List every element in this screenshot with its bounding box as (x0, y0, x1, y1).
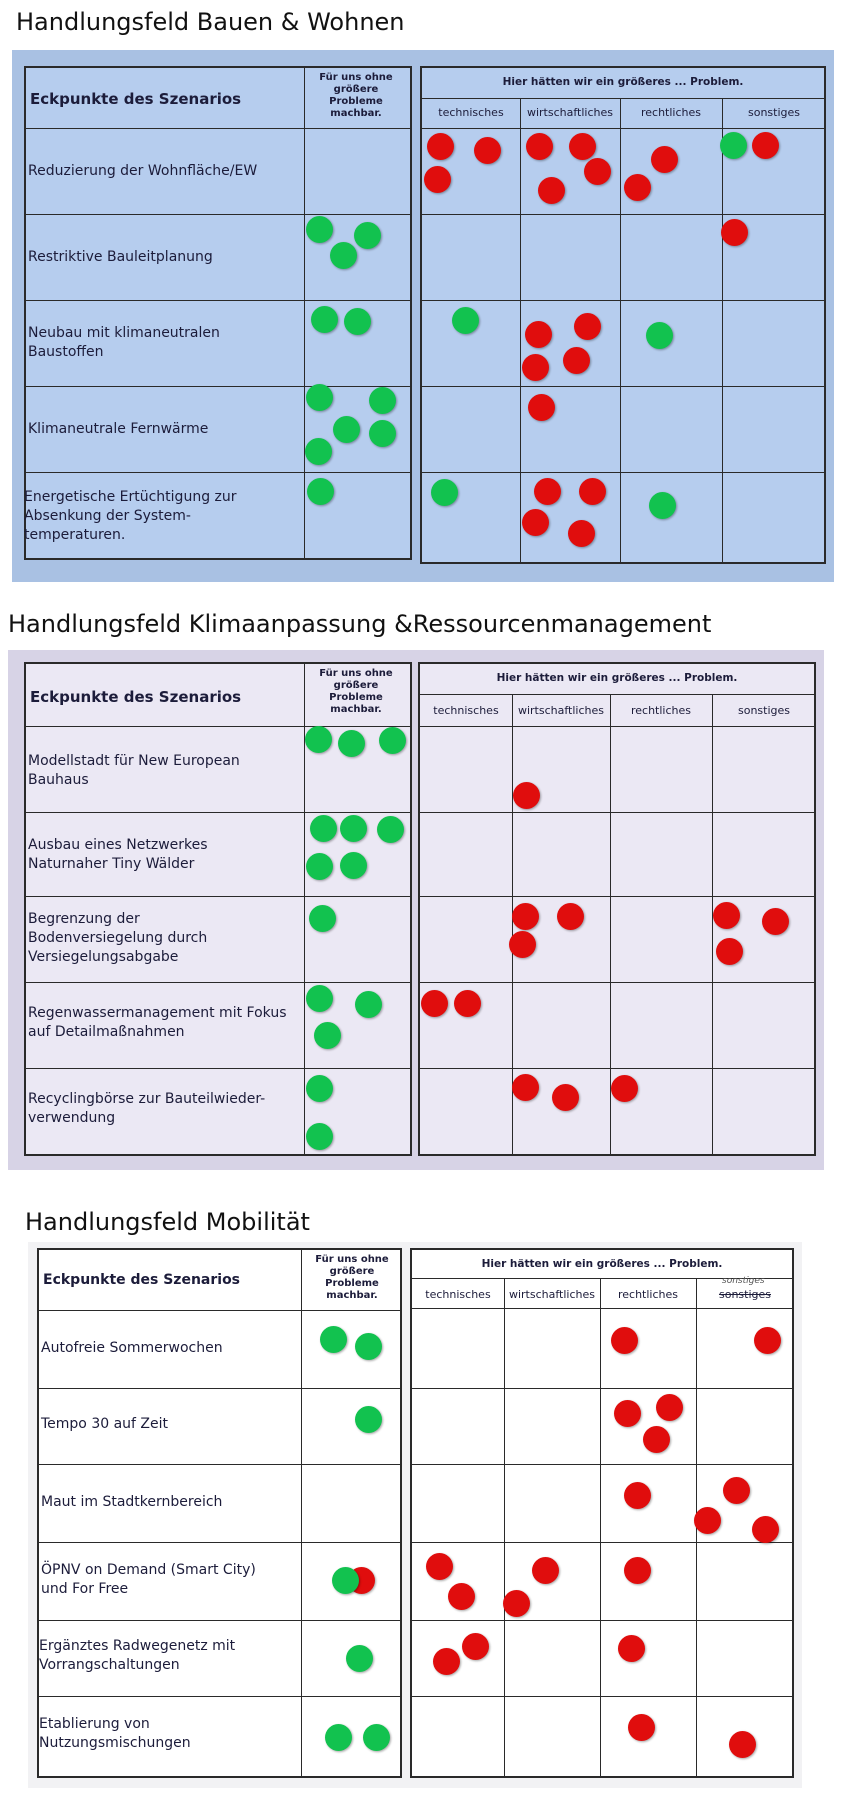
row-label: Etablierung von Nutzungsmischungen (39, 1716, 191, 1751)
section-mobilitaet (0, 1180, 842, 1795)
vote-dot-green (369, 420, 396, 447)
vote-dot-green (306, 1075, 333, 1102)
header-scenario: Eckpunkte des Szenarios (30, 688, 242, 706)
vote-dot-green (330, 242, 357, 269)
row-label: Neubau mit klimaneutralen Baustoffen (28, 325, 220, 360)
vote-dot-green (306, 1123, 333, 1150)
vote-dot-green (306, 853, 333, 880)
vote-dot-green (340, 815, 367, 842)
vote-dot-red (569, 133, 596, 160)
vote-dot-red (503, 1590, 530, 1617)
row-label: Autofreie Sommerwochen (41, 1340, 223, 1356)
vote-dot-red (614, 1400, 641, 1427)
vote-dot-green (306, 384, 333, 411)
vote-dot-red (624, 1482, 651, 1509)
vote-dot-red (721, 219, 748, 246)
vote-dot-red (512, 903, 539, 930)
vote-dot-green (646, 322, 673, 349)
category-wirtschaftliches: wirtschaftliches (526, 106, 613, 119)
vote-dot-green (311, 306, 338, 333)
vote-dot-red (624, 174, 651, 201)
category-rechtliches: rechtliches (630, 704, 691, 717)
vote-dot-red (643, 1426, 670, 1453)
row-label: Ausbau eines Netzwerkes Naturnaher Tiny Wälder (28, 837, 208, 872)
vote-dot-red (513, 782, 540, 809)
vote-dot-green (305, 726, 332, 753)
category-rechtliches: rechtliches (640, 106, 701, 119)
vote-dot-green (314, 1022, 341, 1049)
vote-dot-green (340, 852, 367, 879)
vote-dot-red (656, 1394, 683, 1421)
vote-dot-green (306, 985, 333, 1012)
vote-dot-red (713, 902, 740, 929)
vote-dot-green (344, 308, 371, 335)
header-problem: Hier hätten wir ein größeres ... Problem. (496, 672, 738, 684)
vote-dot-red (624, 1557, 651, 1584)
vote-dot-red (525, 321, 552, 348)
vote-dot-red (426, 1553, 453, 1580)
vote-dot-red (522, 509, 549, 536)
vote-dot-red (574, 313, 601, 340)
section-title: Handlungsfeld Bauen & Wohnen (16, 8, 405, 36)
category-rechtliches: rechtliches (617, 1288, 678, 1301)
header-ok: Für uns ohne größere Probleme machbar. (319, 668, 393, 715)
section-bauen-wohnen (0, 0, 842, 590)
vote-dot-red (454, 990, 481, 1017)
category-wirtschaftliches: wirtschaftliches (517, 704, 604, 717)
vote-dot-green (338, 730, 365, 757)
vote-dot-red (534, 478, 561, 505)
vote-dot-red (611, 1075, 638, 1102)
section-klimaanpassung (0, 590, 842, 1180)
vote-dot-green (306, 216, 333, 243)
vote-dot-red (427, 133, 454, 160)
vote-dot-green (355, 1333, 382, 1360)
row-label: Ergänztes Radwegenetz mit Vorrangschaltungen (39, 1638, 236, 1673)
vote-dot-green (649, 492, 676, 519)
vote-dot-green (431, 479, 458, 506)
vote-dot-red (474, 137, 501, 164)
header-ok: Für uns ohne größere Probleme machbar. (319, 72, 393, 119)
vote-dot-green (363, 1724, 390, 1751)
vote-dot-red (552, 1084, 579, 1111)
vote-dot-green (332, 1567, 359, 1594)
header-problem: Hier hätten wir ein größeres ... Problem. (502, 76, 744, 88)
category-sonstiges: sonstiges (718, 1288, 771, 1301)
vote-dot-red (752, 1516, 779, 1543)
vote-dot-green (452, 307, 479, 334)
vote-dot-red (729, 1731, 756, 1758)
vote-dot-green (309, 905, 336, 932)
vote-dot-red (723, 1477, 750, 1504)
vote-dot-red (579, 478, 606, 505)
vote-dot-red (651, 146, 678, 173)
vote-dot-red (557, 903, 584, 930)
vote-dot-green (720, 132, 747, 159)
row-label: Maut im Stadtkernbereich (41, 1494, 223, 1510)
vote-dot-red (694, 1507, 721, 1534)
vote-dot-red (448, 1583, 475, 1610)
vote-dot-green (379, 727, 406, 754)
row-label: Energetische Ertüchtigung zur Absenkung der System-temperaturen. (24, 489, 237, 543)
handwritten-note: sonstiges (722, 1276, 765, 1286)
row-label: Restriktive Bauleitplanung (28, 249, 213, 265)
row-label: Begrenzung der Bodenversiegelung durch Versiegelungsabgabe (28, 911, 208, 965)
category-sonstiges: sonstiges (737, 704, 790, 717)
vote-dot-red (762, 908, 789, 935)
vote-dot-red (528, 394, 555, 421)
row-label: Recyclingbörse zur Bauteilwieder-verwendung (28, 1091, 266, 1126)
vote-dot-green (369, 387, 396, 414)
vote-dot-red (512, 1074, 539, 1101)
vote-dot-red (563, 347, 590, 374)
vote-dot-red (628, 1714, 655, 1741)
category-technisches: technisches (433, 704, 499, 717)
header-scenario: Eckpunkte des Szenarios (43, 1272, 241, 1288)
vote-dot-red (532, 1557, 559, 1584)
vote-dot-green (305, 438, 332, 465)
scenario-sheet (37, 1248, 402, 1778)
category-technisches: technisches (438, 106, 504, 119)
vote-dot-green (346, 1645, 373, 1672)
category-wirtschaftliches: wirtschaftliches (508, 1288, 595, 1301)
vote-dot-red (611, 1327, 638, 1354)
vote-dot-red (584, 158, 611, 185)
vote-dot-green (310, 815, 337, 842)
vote-dot-green (307, 478, 334, 505)
vote-dot-red (424, 166, 451, 193)
section-title: Handlungsfeld Klimaanpassung &Ressourcenmanagement (8, 610, 712, 638)
category-technisches: technisches (425, 1288, 491, 1301)
vote-dot-red (509, 931, 536, 958)
row-label: Modellstadt für New European Bauhaus (28, 753, 240, 788)
vote-dot-green (354, 222, 381, 249)
problem-sheet (410, 1248, 794, 1778)
vote-dot-green (355, 991, 382, 1018)
vote-dot-green (333, 416, 360, 443)
category-sonstiges: sonstiges (747, 106, 800, 119)
vote-dot-red (618, 1635, 645, 1662)
row-label: Klimaneutrale Fernwärme (28, 421, 209, 437)
vote-dot-green (325, 1724, 352, 1751)
row-label: Tempo 30 auf Zeit (41, 1416, 169, 1432)
vote-dot-green (355, 1406, 382, 1433)
section-title: Handlungsfeld Mobilität (25, 1208, 310, 1236)
row-label: ÖPNV on Demand (Smart City) und For Free (41, 1562, 256, 1597)
header-scenario: Eckpunkte des Szenarios (30, 90, 242, 108)
vote-dot-red (462, 1633, 489, 1660)
vote-dot-red (433, 1648, 460, 1675)
vote-dot-red (716, 938, 743, 965)
vote-dot-red (568, 520, 595, 547)
vote-dot-red (526, 133, 553, 160)
header-ok: Für uns ohne größere Probleme machbar. (315, 1254, 389, 1301)
row-label: Reduzierung der Wohnfläche/EW (28, 163, 258, 179)
vote-dot-red (752, 132, 779, 159)
vote-dot-green (377, 816, 404, 843)
vote-dot-red (754, 1327, 781, 1354)
vote-dot-red (421, 990, 448, 1017)
vote-dot-green (320, 1326, 347, 1353)
vote-dot-red (522, 354, 549, 381)
header-problem: Hier hätten wir ein größeres ... Problem. (481, 1258, 723, 1270)
vote-dot-red (538, 177, 565, 204)
row-label: Regenwassermanagement mit Fokus auf Detailmaßnahmen (28, 1005, 287, 1040)
